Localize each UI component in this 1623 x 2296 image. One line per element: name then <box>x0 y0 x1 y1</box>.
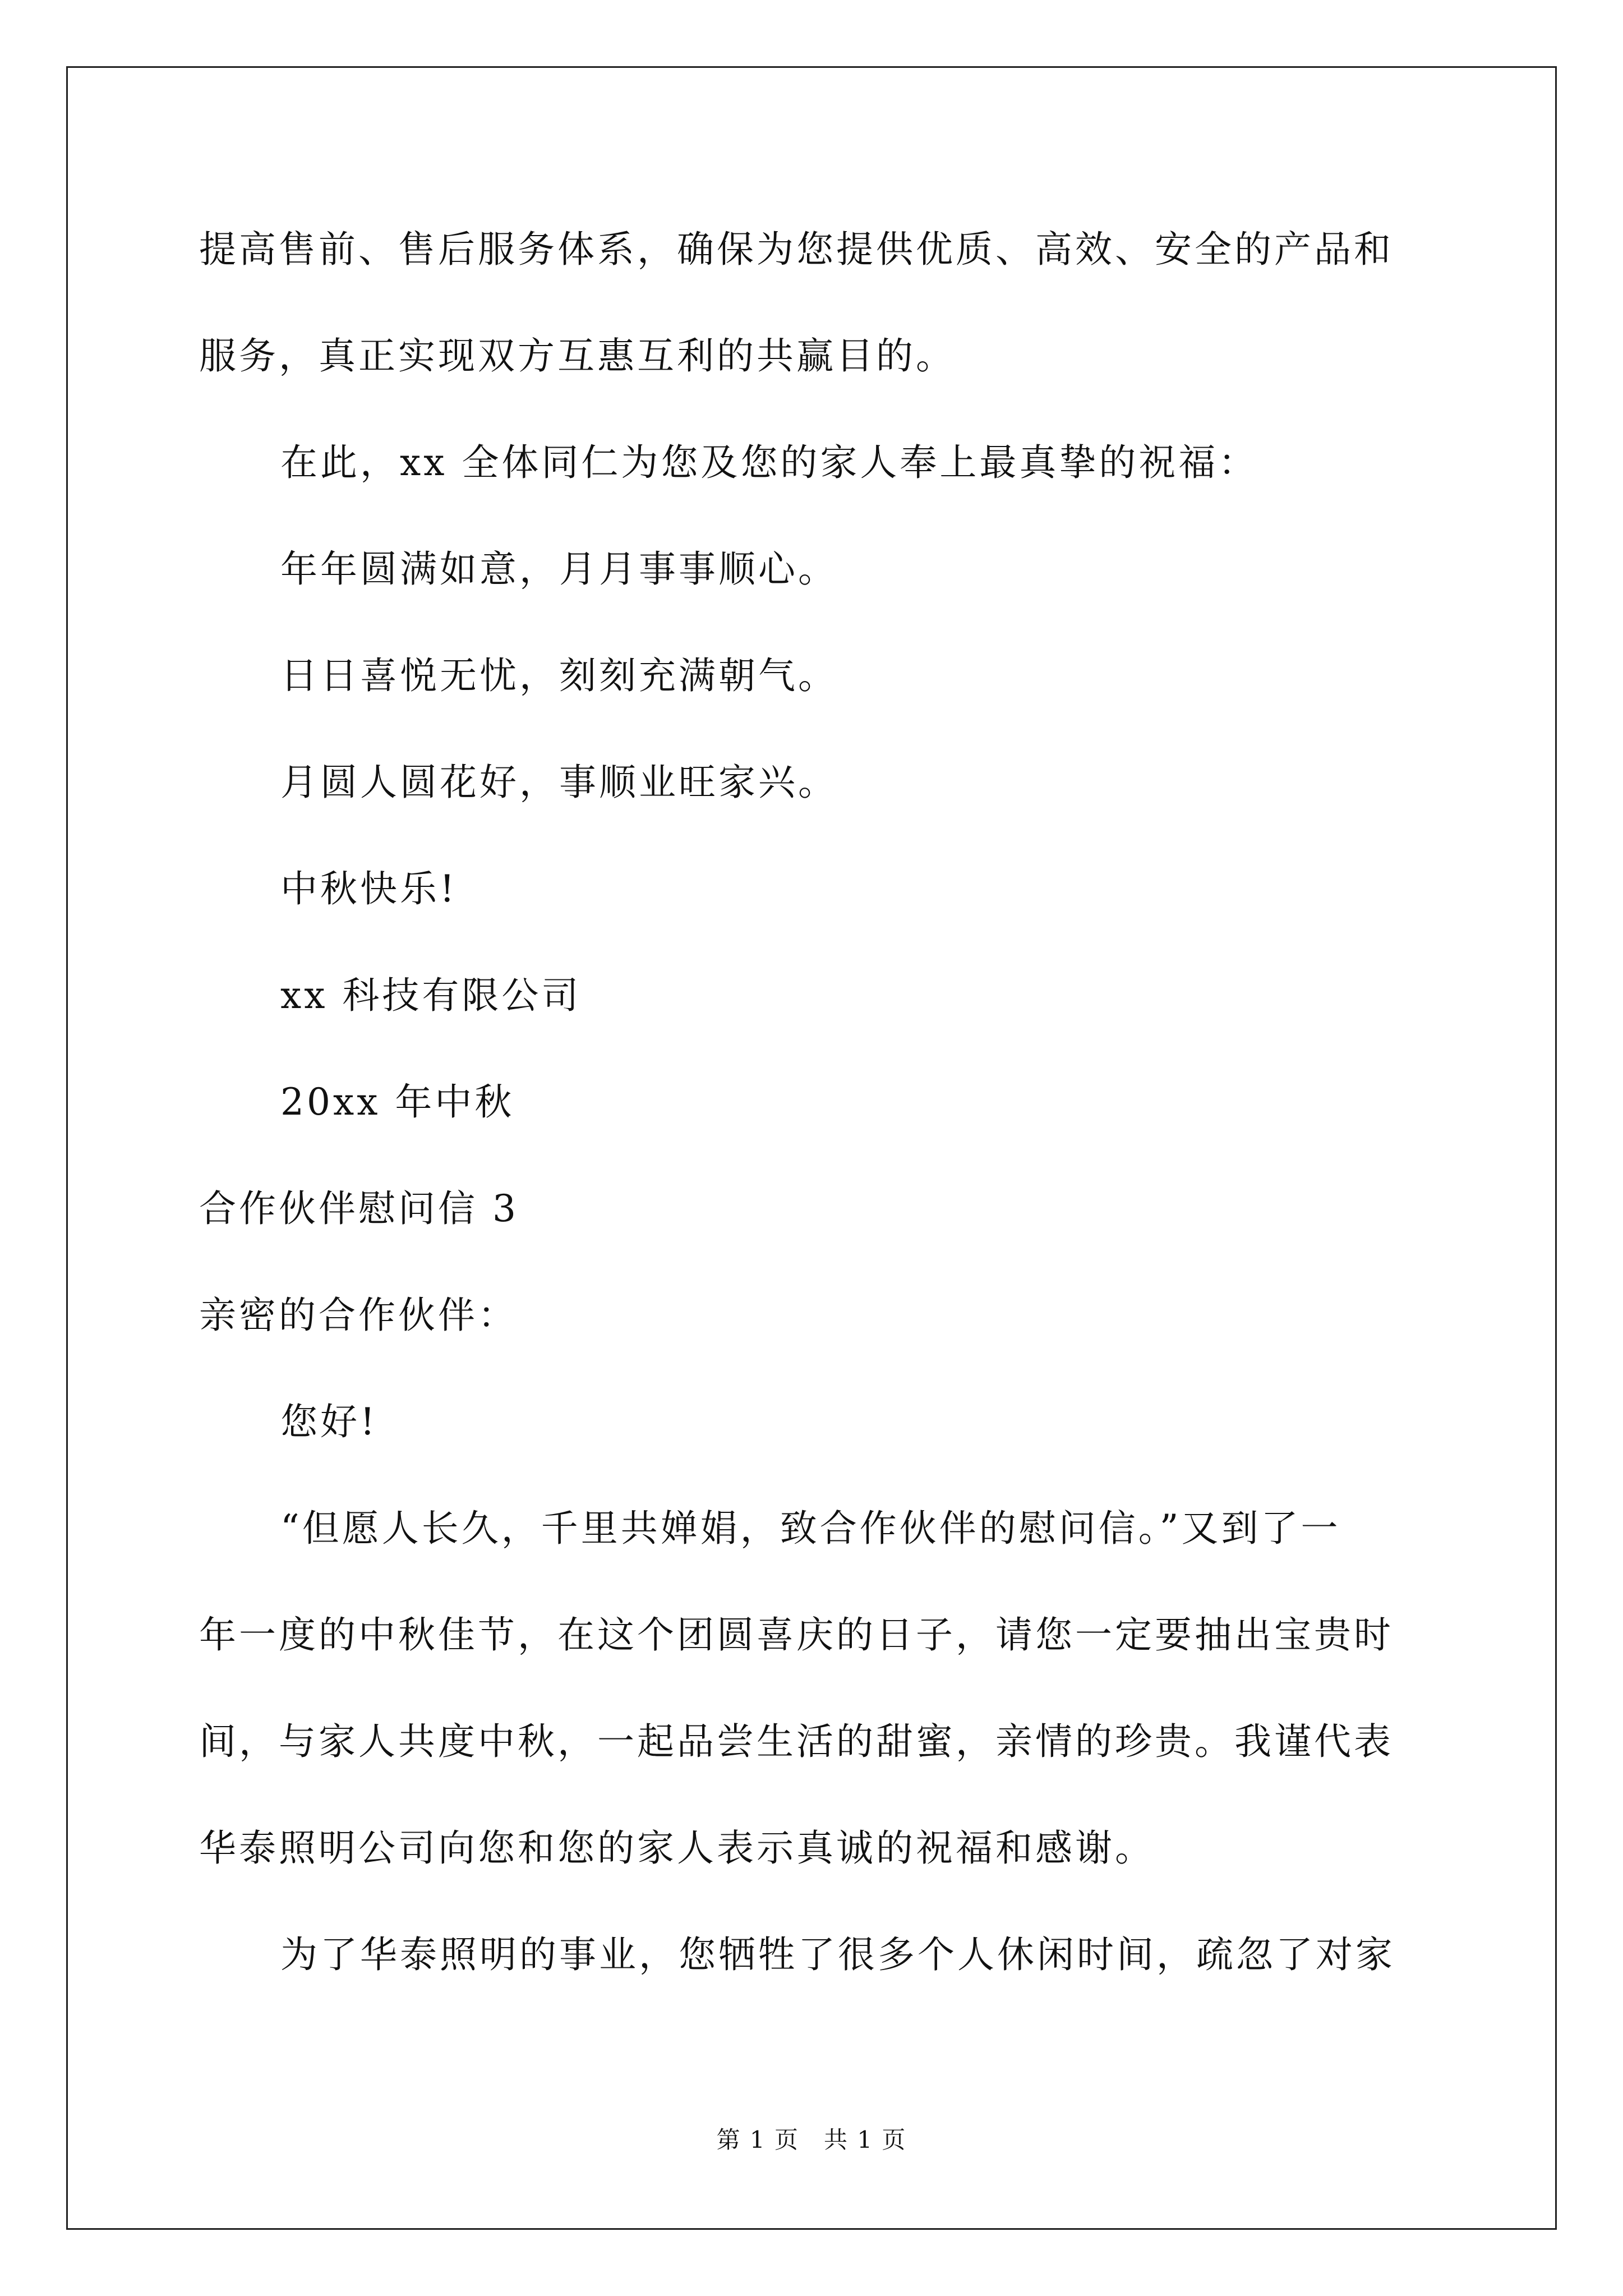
greeting-intro-line: 在此，xx 全体同仁为您及您的家人奉上最真挚的祝福： <box>280 441 1258 484</box>
body-line: 提高售前、售后服务体系，确保为您提供优质、高效、安全的产品和 <box>199 228 1394 271</box>
blessing-line: 年年圆满如意，月月事事顺心。 <box>280 547 838 591</box>
blessing-line: 日日喜悦无忧，刻刻充满朝气。 <box>280 654 838 697</box>
closing-wish: 中秋快乐! <box>280 867 458 910</box>
signature-date: 20xx 年中秋 <box>280 1080 515 1124</box>
body-line: “但愿人长久，千里共婵娟，致合作伙伴的慰问信。”又到了一 <box>280 1507 1341 1550</box>
page-number: 第 1 页 共 1 页 <box>716 2126 907 2154</box>
body-line: 服务，真正实现双方互惠互利的共赢目的。 <box>199 334 956 378</box>
section-heading: 合作伙伴慰问信 3 <box>199 1187 519 1230</box>
salutation: 亲密的合作伙伴： <box>199 1294 518 1337</box>
greeting: 您好! <box>280 1400 378 1443</box>
body-line: 间，与家人共度中秋，一起品尝生活的甜蜜，亲情的珍贵。我谨代表 <box>199 1720 1394 1763</box>
page-border <box>66 66 1557 2230</box>
blessing-line: 月圆人圆花好，事顺业旺家兴。 <box>280 761 838 804</box>
body-line: 为了华泰照明的事业，您牺牲了很多个人休闲时间，疏忽了对家 <box>280 1933 1395 1976</box>
body-line: 年一度的中秋佳节，在这个团圆喜庆的日子，请您一定要抽出宝贵时 <box>199 1613 1394 1657</box>
body-line: 华泰照明公司向您和您的家人表示真诚的祝福和感谢。 <box>199 1826 1155 1870</box>
signature-company: xx 科技有限公司 <box>280 974 582 1017</box>
